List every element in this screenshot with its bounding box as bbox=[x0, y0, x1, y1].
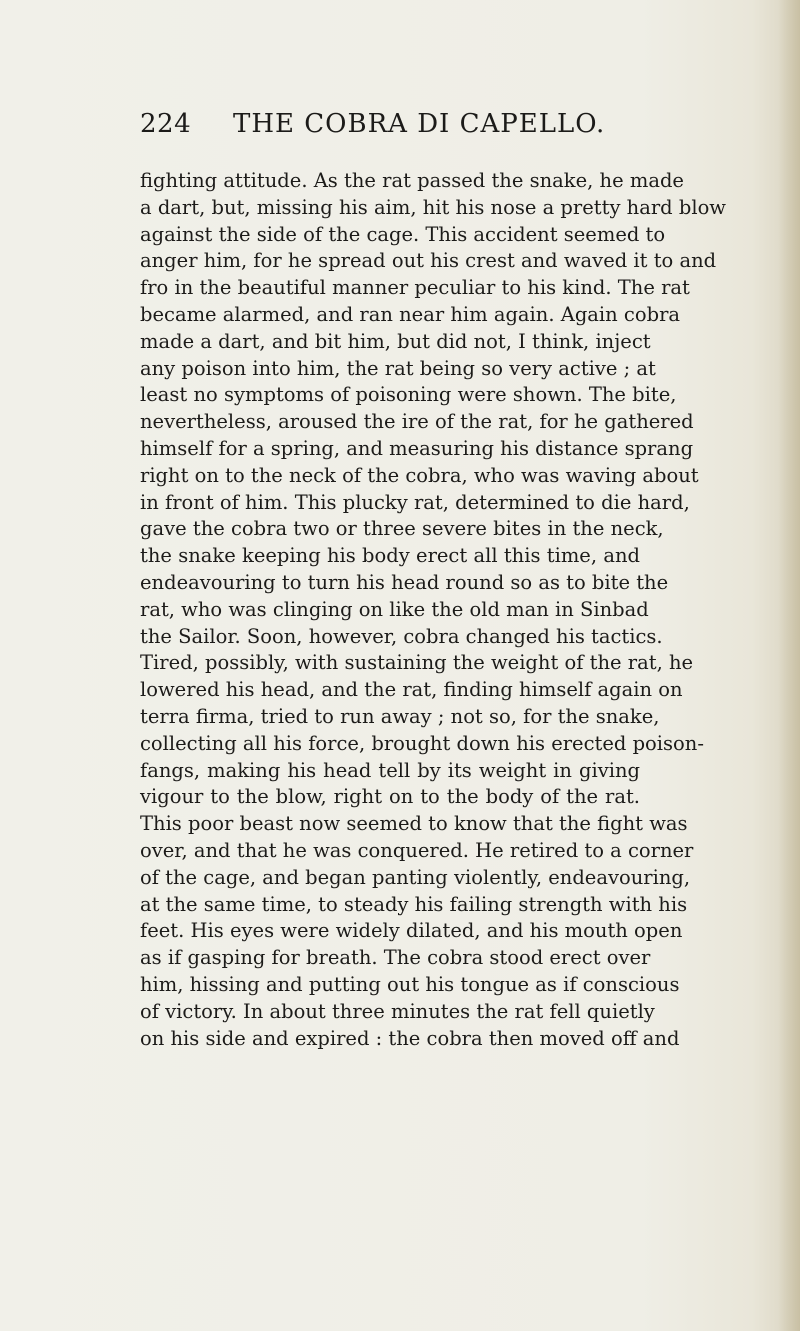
text-line: of the cage, and began panting violently, endeavouring, bbox=[140, 865, 691, 889]
text-line: collecting all his force, brought down his erected poison- bbox=[140, 731, 704, 755]
page-number: 224 bbox=[140, 109, 192, 139]
text-line: in front of him. This plucky rat, determined to die hard, bbox=[140, 490, 690, 514]
text-line: himself for a spring, and measuring his distance sprang bbox=[140, 436, 694, 460]
body-text bbox=[140, 168, 726, 1052]
text-line: terra firma, tried to run away ; not so, for the snake, bbox=[140, 704, 660, 728]
text-line: gave the cobra two or three severe bites in the neck, bbox=[140, 517, 664, 541]
text-line: fangs, making his head tell by its weight in giving bbox=[140, 758, 640, 782]
text-line: made a dart, and bit him, but did not, I think, inject bbox=[140, 329, 651, 353]
text-line: endeavouring to turn his head round so as to bite the bbox=[140, 570, 669, 594]
text-line: a dart, but, missing his aim, hit his nose a pretty hard blow bbox=[140, 195, 726, 219]
text-line: at the same time, to steady his failing strength with his bbox=[140, 892, 688, 916]
text-line: vigour to the blow, right on to the body of the rat. bbox=[140, 785, 640, 809]
text-line: on his side and expired : the cobra then moved off and bbox=[140, 1026, 680, 1050]
text-line: any poison into him, the rat being so very active ; at bbox=[140, 356, 656, 380]
text-line: against the side of the cage. This accident seemed to bbox=[140, 222, 666, 246]
text-line: nevertheless, aroused the ire of the rat, for he gathered bbox=[140, 410, 694, 434]
text-line: This poor beast now seemed to know that the fight was bbox=[140, 812, 688, 836]
text-line: the Sailor. Soon, however, cobra changed his tactics. bbox=[140, 624, 663, 648]
page-edge-shadow bbox=[778, 0, 800, 1331]
text-line: rat, who was clinging on like the old man in Sinbad bbox=[140, 597, 649, 621]
text-line: anger him, for he spread out his crest and waved it to and bbox=[140, 249, 717, 273]
text-line: right on to the neck of the cobra, who was waving about bbox=[140, 463, 699, 487]
text-line: fighting attitude. As the rat passed the snake, he made bbox=[140, 169, 684, 192]
text-line: became alarmed, and ran near him again. Again cobra bbox=[140, 302, 681, 326]
text-line: Tired, possibly, with sustaining the weight of the rat, he bbox=[140, 651, 694, 675]
text-line: him, hissing and putting out his tongue as if conscious bbox=[140, 972, 680, 996]
text-line: over, and that he was conquered. He retired to a corner bbox=[140, 838, 694, 862]
text-line: fro in the beautiful manner peculiar to his kind. The rat bbox=[140, 276, 690, 300]
text-line: least no symptoms of poisoning were shown. The bite, bbox=[140, 383, 677, 407]
running-head bbox=[140, 109, 640, 145]
text-line: of victory. In about three minutes the rat fell quietly bbox=[140, 999, 655, 1023]
text-line: as if gasping for breath. The cobra stood erect over bbox=[140, 946, 651, 970]
text-line: lowered his head, and the rat, finding himself again on bbox=[140, 678, 683, 702]
text-line: the snake keeping his body erect all this time, and bbox=[140, 544, 640, 568]
text-line: feet. His eyes were widely dilated, and his mouth open bbox=[140, 919, 683, 943]
running-title: THE COBRA DI CAPELLO. bbox=[233, 109, 606, 139]
